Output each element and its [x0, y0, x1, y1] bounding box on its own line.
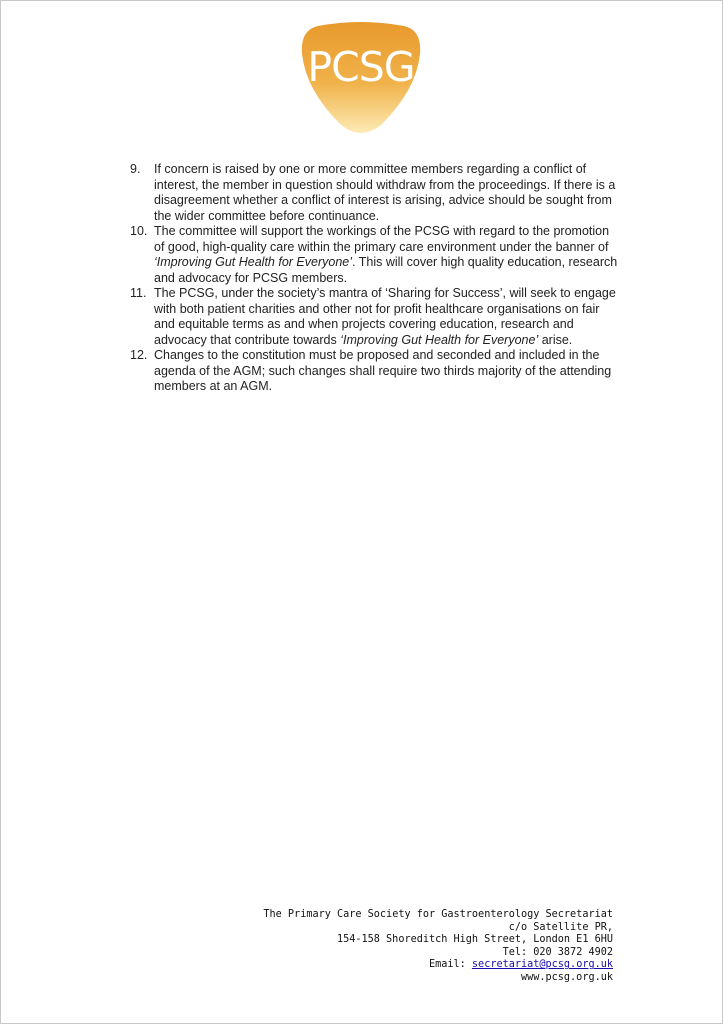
- footer-tel: Tel: 020 3872 4902: [502, 946, 613, 958]
- clause-12: [130, 348, 620, 395]
- footer-email-label: Email:: [428, 959, 472, 971]
- pcsg-logo: [300, 20, 422, 138]
- clause-text: Changes to the constitution must be proposed and seconded and included in the agenda of the AGM; such changes shall require two thirds majority of the attending members at an AGM.: [154, 348, 612, 393]
- logo-text: PCSG: [307, 43, 415, 91]
- clause-number: 10.: [130, 224, 148, 238]
- footer-website: www.pcsg.org.uk: [520, 971, 613, 983]
- clause-number: 12.: [130, 348, 148, 362]
- clause-number: 11.: [130, 286, 147, 300]
- footer-org: The Primary Care Society for Gastroenterology Secretariat: [263, 909, 613, 920]
- constitution-clauses: [130, 162, 620, 395]
- clause-text: The PCSG, under the society’s mantra of ‘Sharing for Success’, will seek to engage with both patient charities and other not for profit healthcare organisations on fair and equitable terms as and when projects covering education, research and advocacy that contribute towards ‘Improving Gut Health for Everyone’ arise.: [154, 286, 616, 347]
- clause-9: [130, 162, 620, 224]
- footer-email-line: [263, 959, 613, 972]
- clause-text: The committee will support the workings of the PCSG with regard to the promotion of good, high-quality care within the primary care environment under the banner of ‘Improving Gut Health for Everyone’. This will cover high quality education, research and advocacy for PCSG members.: [154, 224, 618, 285]
- secretariat-footer: [263, 909, 613, 985]
- footer-address: 154-158 Shoreditch High Street, London E1 6HU: [336, 934, 613, 946]
- clause-text: If concern is raised by one or more committee members regarding a conflict of interest, the member in question should withdraw from the proceedings. If there is a disagreement whether a conflict of interest is arising, advice should be sought from the wider committee before continuance.: [154, 162, 616, 223]
- clause-number: 9.: [130, 162, 141, 176]
- clause-10: [130, 224, 620, 286]
- footer-care-of: c/o Satellite PR,: [508, 921, 613, 933]
- email-link[interactable]: secretariat@pcsg.org.uk: [471, 959, 613, 971]
- motto-emphasis: ‘Improving Gut Health for Everyone’: [154, 255, 353, 269]
- clause-11: [130, 286, 620, 348]
- motto-emphasis: ‘Improving Gut Health for Everyone’: [340, 332, 539, 347]
